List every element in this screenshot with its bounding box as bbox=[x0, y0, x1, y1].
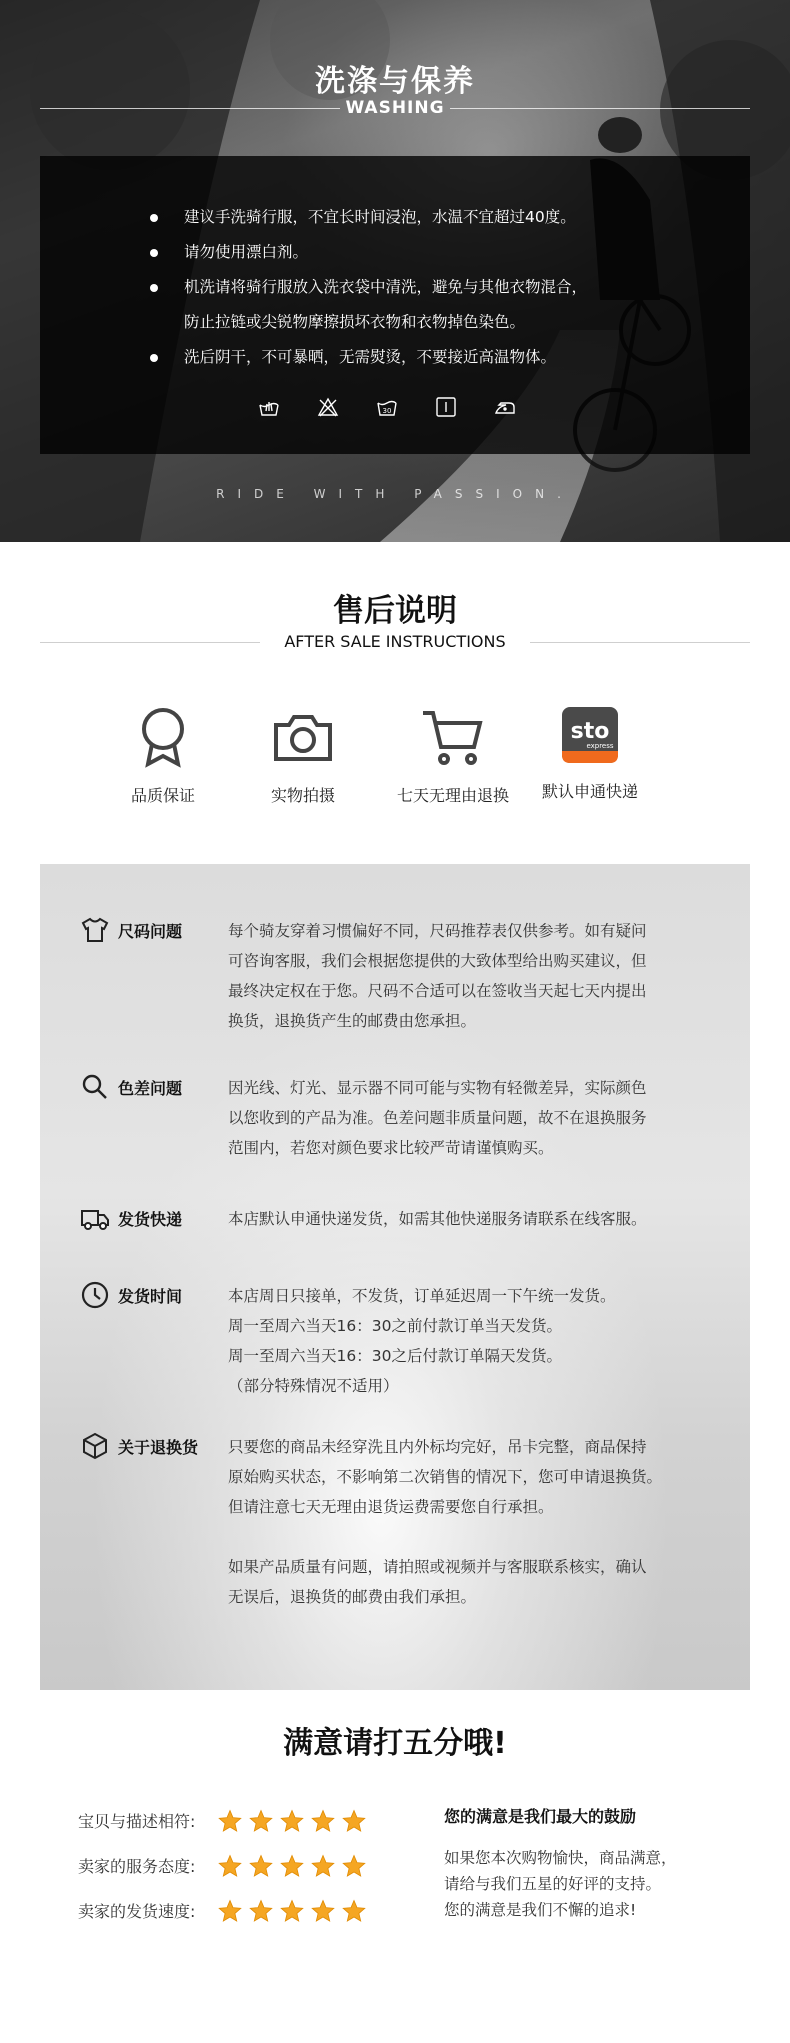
rating-row bbox=[78, 1843, 366, 1888]
rating-label: 宝贝与描述相符: bbox=[78, 1812, 196, 1831]
rating-row bbox=[78, 1798, 366, 1843]
line-dry-icon bbox=[435, 396, 457, 418]
info-heading: 发货时间 bbox=[118, 1286, 183, 1306]
star-icon bbox=[311, 1809, 335, 1833]
washing-item: 洗后阴干，不可暴晒，无需熨烫，不要接近高温物体。 bbox=[150, 340, 587, 375]
bullet-icon bbox=[150, 249, 158, 257]
rating-label: 卖家的服务态度: bbox=[78, 1857, 196, 1876]
svg-text:express: express bbox=[586, 742, 614, 750]
star-icon bbox=[280, 1809, 304, 1833]
star-icon bbox=[342, 1809, 366, 1833]
star-rating bbox=[218, 1854, 366, 1878]
rating-title: 满意请打五分哦! bbox=[283, 1726, 507, 1761]
quality-badge-icon bbox=[133, 705, 193, 769]
rating-row bbox=[78, 1888, 366, 1933]
svg-text:30: 30 bbox=[382, 407, 392, 415]
feature-item bbox=[505, 705, 675, 802]
sto-express-logo bbox=[560, 705, 620, 765]
after-sale-subtitle: AFTER SALE INSTRUCTIONS bbox=[260, 632, 530, 651]
info-text: 只要您的商品未经穿洗且内外标均完好，吊卡完整，商品保持 原始购买状态，不影响第二次销售的情况下，您可申请退换货。 但请注意七天无理由退货运费需要您自行承担。 如果产品质量有问题，请拍照或视频并与客服联系核实，确认 无误后，退换货的邮费由我们承担。 bbox=[228, 1438, 663, 1606]
info-text: 每个骑友穿着习惯偏好不同，尺码推荐表仅供参考。如有疑问 可咨询客服，我们会根据您提供的大致体型给出购买建议，但 最终决定权在于您。尺码不合适可以在签收当天起七天内提出 换货，退换货产生的邮费由您承担。 bbox=[228, 922, 647, 1030]
no-bleach-icon bbox=[317, 396, 339, 418]
star-icon bbox=[342, 1899, 366, 1923]
after-sale-info-panel bbox=[40, 864, 750, 1690]
info-text: 本店默认申通快递发货，如需其他快递服务请联系在线客服。 bbox=[228, 1210, 647, 1228]
info-text: 本店周日只接单，不发货，订单延迟周一下午统一发货。 周一至周六当天16：30之前付款订单当天发货。 周一至周六当天16：30之后付款订单隔天发货。 （部分特殊情况不适用） bbox=[228, 1287, 616, 1395]
rating-note-title: 您的满意是我们最大的鼓励 bbox=[444, 1807, 637, 1826]
star-icon bbox=[311, 1899, 335, 1923]
after-sale-title: 售后说明 bbox=[333, 593, 457, 629]
rating-list bbox=[78, 1798, 366, 1933]
star-icon bbox=[249, 1854, 273, 1878]
truck-icon bbox=[80, 1203, 110, 1233]
washing-instructions-list bbox=[150, 200, 587, 375]
care-symbols bbox=[258, 396, 516, 418]
washing-item: 请勿使用漂白剂。 bbox=[150, 235, 587, 270]
star-icon bbox=[218, 1899, 242, 1923]
info-heading: 发货快递 bbox=[118, 1209, 183, 1229]
search-icon bbox=[80, 1072, 110, 1102]
star-icon bbox=[218, 1854, 242, 1878]
feature-label: 七天无理由退换 bbox=[396, 786, 509, 805]
camera-icon bbox=[271, 705, 335, 769]
feature-label: 实物拍摄 bbox=[270, 786, 335, 805]
washing-subtitle: WASHING bbox=[345, 98, 445, 118]
info-heading: 尺码问题 bbox=[118, 921, 183, 941]
star-icon bbox=[342, 1854, 366, 1878]
washing-item: 机洗请将骑行服放入洗衣袋中清洗，避免与其他衣物混合， bbox=[150, 270, 587, 305]
hand-wash-icon bbox=[258, 396, 280, 418]
washing-item-continued: 防止拉链或尖锐物摩擦损坏衣物和衣物掉色染色。 bbox=[184, 313, 526, 331]
box-icon bbox=[80, 1431, 110, 1461]
iron-icon bbox=[494, 396, 516, 418]
star-icon bbox=[280, 1899, 304, 1923]
info-text: 因光线、灯光、显示器不同可能与实物有轻微差异，实际颜色 以您收到的产品为准。色差问题非质量问题，故不在退换服务 范围内，若您对颜色要求比较严苛请谨慎购买。 bbox=[228, 1079, 647, 1157]
info-heading: 关于退换货 bbox=[118, 1437, 199, 1457]
bullet-icon bbox=[150, 284, 158, 292]
feature-label: 品质保证 bbox=[130, 786, 195, 805]
clock-icon bbox=[80, 1280, 110, 1310]
rating-note-text: 如果您本次购物愉快，商品满意， 请给与我们五星的好评的支持。 您的满意是我们不懈的追求! bbox=[444, 1849, 677, 1919]
star-rating bbox=[218, 1809, 366, 1833]
rating-note bbox=[444, 1804, 754, 1923]
star-rating bbox=[218, 1899, 366, 1923]
star-icon bbox=[249, 1809, 273, 1833]
feature-label: 默认申通快递 bbox=[541, 782, 638, 801]
rating-label: 卖家的发货速度: bbox=[78, 1902, 196, 1921]
star-icon bbox=[311, 1854, 335, 1878]
svg-text:sto: sto bbox=[570, 719, 610, 744]
star-icon bbox=[249, 1899, 273, 1923]
star-icon bbox=[218, 1809, 242, 1833]
wash-30-icon bbox=[376, 396, 398, 418]
star-icon bbox=[280, 1854, 304, 1878]
washing-item: 建议手洗骑行服，不宜长时间浸泡，水温不宜超过40度。 bbox=[150, 200, 587, 235]
feature-item bbox=[218, 705, 388, 806]
slogan: RIDE WITH PASSION. bbox=[216, 487, 574, 501]
bullet-icon bbox=[150, 354, 158, 362]
washing-title: 洗涤与保养 bbox=[315, 64, 475, 99]
washing-section bbox=[0, 0, 790, 542]
cart-icon bbox=[420, 705, 486, 769]
info-heading: 色差问题 bbox=[118, 1078, 183, 1098]
bullet-icon bbox=[150, 214, 158, 222]
tshirt-icon bbox=[80, 915, 110, 945]
washing-instructions-box bbox=[40, 156, 750, 454]
